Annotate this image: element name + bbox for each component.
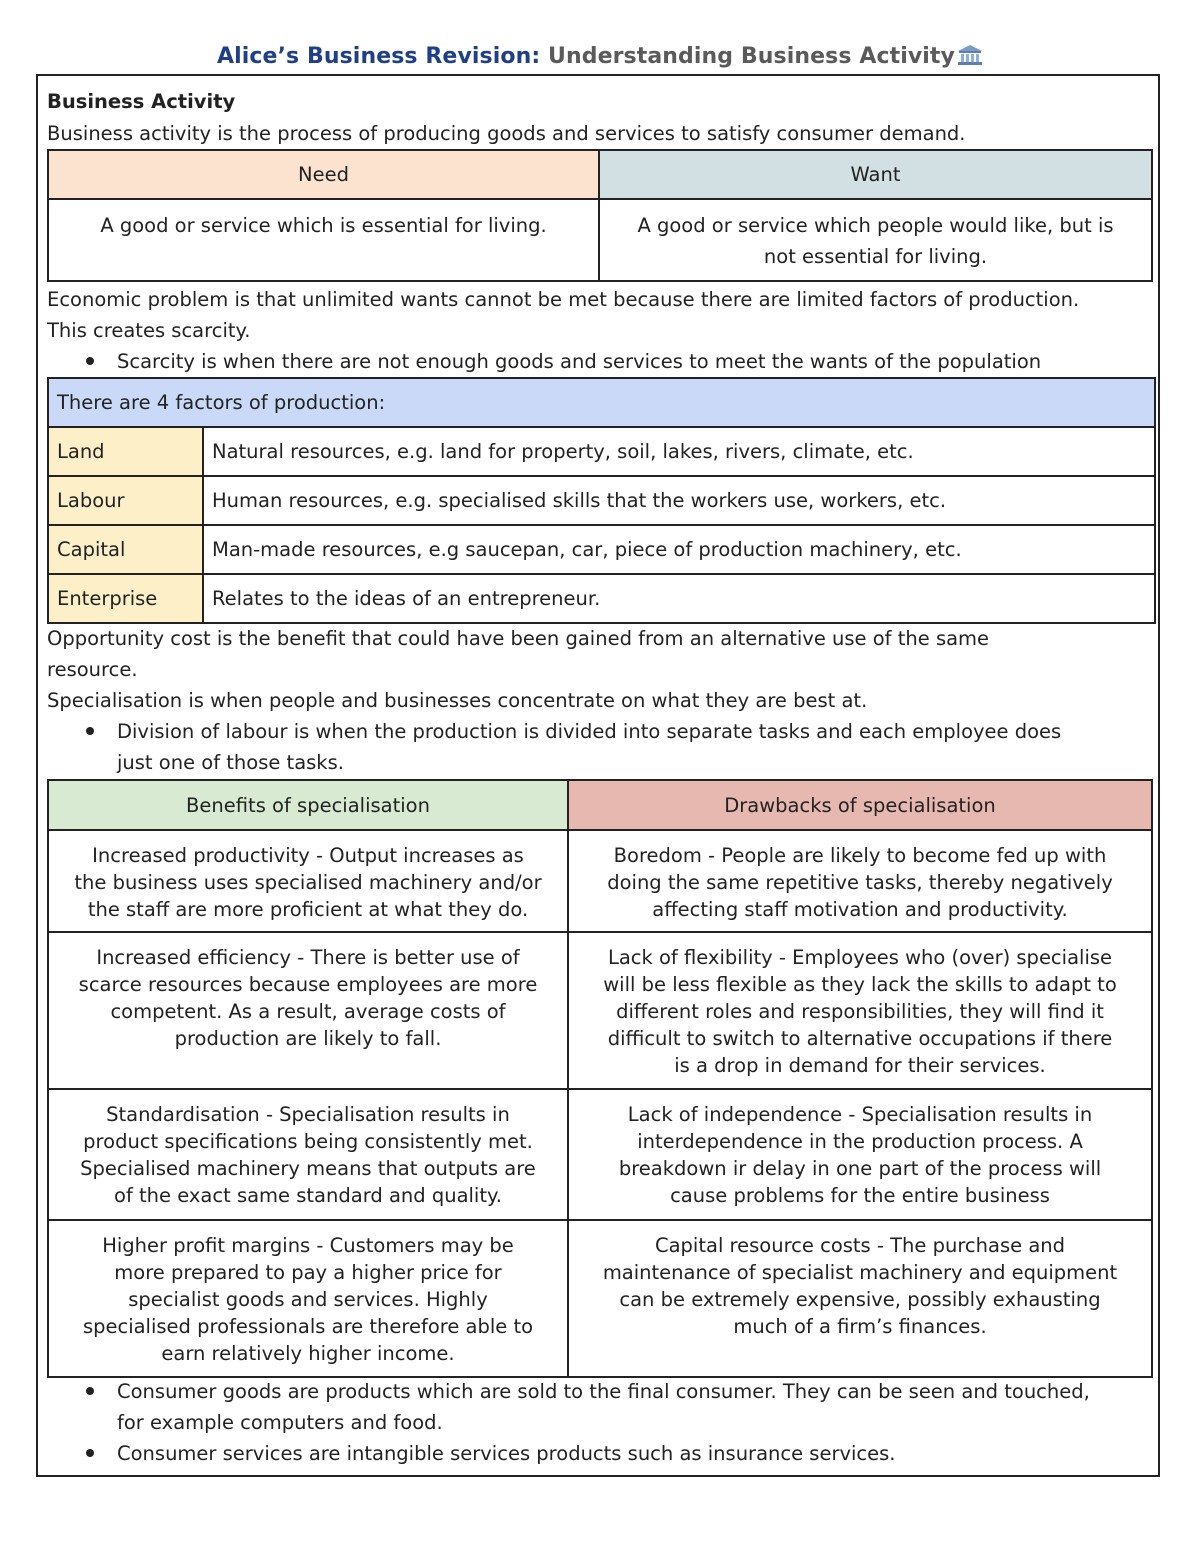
drawback-cell — [568, 1220, 1152, 1377]
factor-text: Relates to the ideas of an entrepreneur. — [203, 574, 1155, 623]
factor-label: Enterprise — [48, 574, 203, 623]
title-main: Alice’s Business Revision: — [217, 44, 541, 69]
want-text-line: not essential for living. — [763, 245, 988, 268]
table-row — [48, 1220, 1152, 1377]
table-row — [48, 932, 1152, 1089]
factor-text: Man-made resources, e.g saucepan, car, piece of production machinery, etc. — [203, 525, 1155, 574]
want-header: Want — [599, 150, 1152, 199]
cell-line: will be less flexible as they lack the skills to adapt to — [603, 973, 1117, 996]
benefit-cell — [48, 1220, 568, 1377]
cell-line: Lack of flexibility - Employees who (over) specialise — [607, 946, 1113, 969]
cell-line: more prepared to pay a higher price for — [114, 1261, 502, 1284]
need-want-table — [47, 149, 1153, 282]
cell-line: production are likely to fall. — [174, 1027, 442, 1050]
division-of-labour-bullet: Division of labour is when the production is divided into separate tasks and each employee does — [117, 720, 1062, 743]
division-of-labour-bullet: just one of those tasks. — [117, 751, 344, 774]
cell-line: earn relatively higher income. — [161, 1342, 455, 1365]
economic-problem-line: Economic problem is that unlimited wants cannot be met because there are limited factors of production. — [47, 288, 1080, 311]
scarcity-bullet: Scarcity is when there are not enough goods and services to meet the wants of the population — [117, 350, 1042, 373]
table-row — [48, 574, 1155, 623]
cell-line: Higher profit margins - Customers may be — [102, 1234, 514, 1257]
cell-line: cause problems for the entire business — [670, 1184, 1050, 1207]
cell-line: different roles and responsibilities, they will find it — [616, 1000, 1104, 1023]
want-text-line: A good or service which people would like, but is — [637, 214, 1114, 237]
title-sub: Understanding Business Activity — [540, 44, 955, 69]
economic-problem-line: This creates scarcity. — [47, 319, 251, 342]
cell-line: affecting staff motivation and productivity. — [652, 898, 1068, 921]
cell-line: Boredom - People are likely to become fed up with — [613, 844, 1107, 867]
cell-line: can be extremely expensive, possibly exhausting — [619, 1288, 1101, 1311]
benefit-cell — [48, 932, 568, 1089]
table-row — [48, 476, 1155, 525]
cell-line: doing the same repetitive tasks, thereby negatively — [607, 871, 1113, 894]
drawback-cell — [568, 830, 1152, 932]
factors-table — [47, 377, 1156, 624]
need-text: A good or service which is essential for living. — [100, 214, 547, 237]
want-definition — [599, 199, 1152, 281]
consumer-services-bullet: Consumer services are intangible services products such as insurance services. — [117, 1442, 896, 1465]
benefit-cell — [48, 830, 568, 932]
bullet-icon — [86, 1387, 94, 1395]
business-activity-definition: Business activity is the process of producing goods and services to satisfy consumer demand. — [47, 122, 966, 145]
opportunity-cost-line: Opportunity cost is the benefit that could have been gained from an alternative use of the same — [47, 627, 990, 650]
table-row — [48, 1089, 1152, 1220]
cell-line: specialised professionals are therefore able to — [82, 1315, 534, 1338]
cell-line: breakdown ir delay in one part of the process will — [618, 1157, 1102, 1180]
bullet-icon — [86, 727, 94, 735]
factor-label: Capital — [48, 525, 203, 574]
cell-line: interdependence in the production process. A — [637, 1130, 1083, 1153]
factor-text: Natural resources, e.g. land for property, soil, lakes, rivers, climate, etc. — [203, 427, 1155, 476]
table-row — [48, 830, 1152, 932]
need-definition — [48, 199, 599, 281]
opportunity-cost-line: resource. — [47, 658, 138, 681]
cell-line: Specialised machinery means that outputs are — [80, 1157, 536, 1180]
cell-line: Standardisation - Specialisation results in — [106, 1103, 510, 1126]
drawback-cell — [568, 932, 1152, 1089]
business-activity-heading: Business Activity — [47, 90, 236, 113]
cell-line: is a drop in demand for their services. — [674, 1054, 1046, 1077]
cell-line: difficult to switch to alternative occupations if there — [607, 1027, 1113, 1050]
cell-line: Lack of independence - Specialisation results in — [627, 1103, 1093, 1126]
need-header: Need — [48, 150, 599, 199]
table-row — [48, 427, 1155, 476]
bullet-icon — [86, 1449, 94, 1457]
benefits-header: Benefits of specialisation — [48, 780, 568, 830]
cell-line: specialist goods and services. Highly — [128, 1288, 488, 1311]
factor-label: Land — [48, 427, 203, 476]
cell-line: much of a firm’s finances. — [733, 1315, 987, 1338]
cell-line: Capital resource costs - The purchase and — [654, 1234, 1066, 1257]
page-title — [0, 44, 1200, 69]
factor-text: Human resources, e.g. specialised skills that the workers use, workers, etc. — [203, 476, 1155, 525]
bullet-icon — [86, 357, 94, 365]
specialisation-table — [47, 779, 1153, 1378]
cell-line: scarce resources because employees are more — [78, 973, 538, 996]
cell-line: maintenance of specialist machinery and equipment — [602, 1261, 1118, 1284]
cell-line: competent. As a result, average costs of — [110, 1000, 506, 1023]
benefit-cell — [48, 1089, 568, 1220]
table-row — [48, 525, 1155, 574]
specialisation-definition: Specialisation is when people and businesses concentrate on what they are best at. — [47, 689, 868, 712]
drawbacks-header: Drawbacks of specialisation — [568, 780, 1152, 830]
consumer-goods-bullet: for example computers and food. — [117, 1411, 443, 1434]
cell-line: Increased productivity - Output increases as — [92, 844, 524, 867]
cell-line: the business uses specialised machinery and/or — [74, 871, 542, 894]
cell-line: of the exact same standard and quality. — [114, 1184, 502, 1207]
factors-header: There are 4 factors of production: — [48, 378, 1155, 427]
cell-line: product specifications being consistently met. — [83, 1130, 533, 1153]
factor-label: Labour — [48, 476, 203, 525]
bank-building-icon — [957, 44, 983, 66]
cell-line: Increased efficiency - There is better use of — [96, 946, 520, 969]
drawback-cell — [568, 1089, 1152, 1220]
consumer-goods-bullet: Consumer goods are products which are sold to the final consumer. They can be seen and touched, — [117, 1380, 1090, 1403]
cell-line: the staff are more proficient at what they do. — [87, 898, 529, 921]
